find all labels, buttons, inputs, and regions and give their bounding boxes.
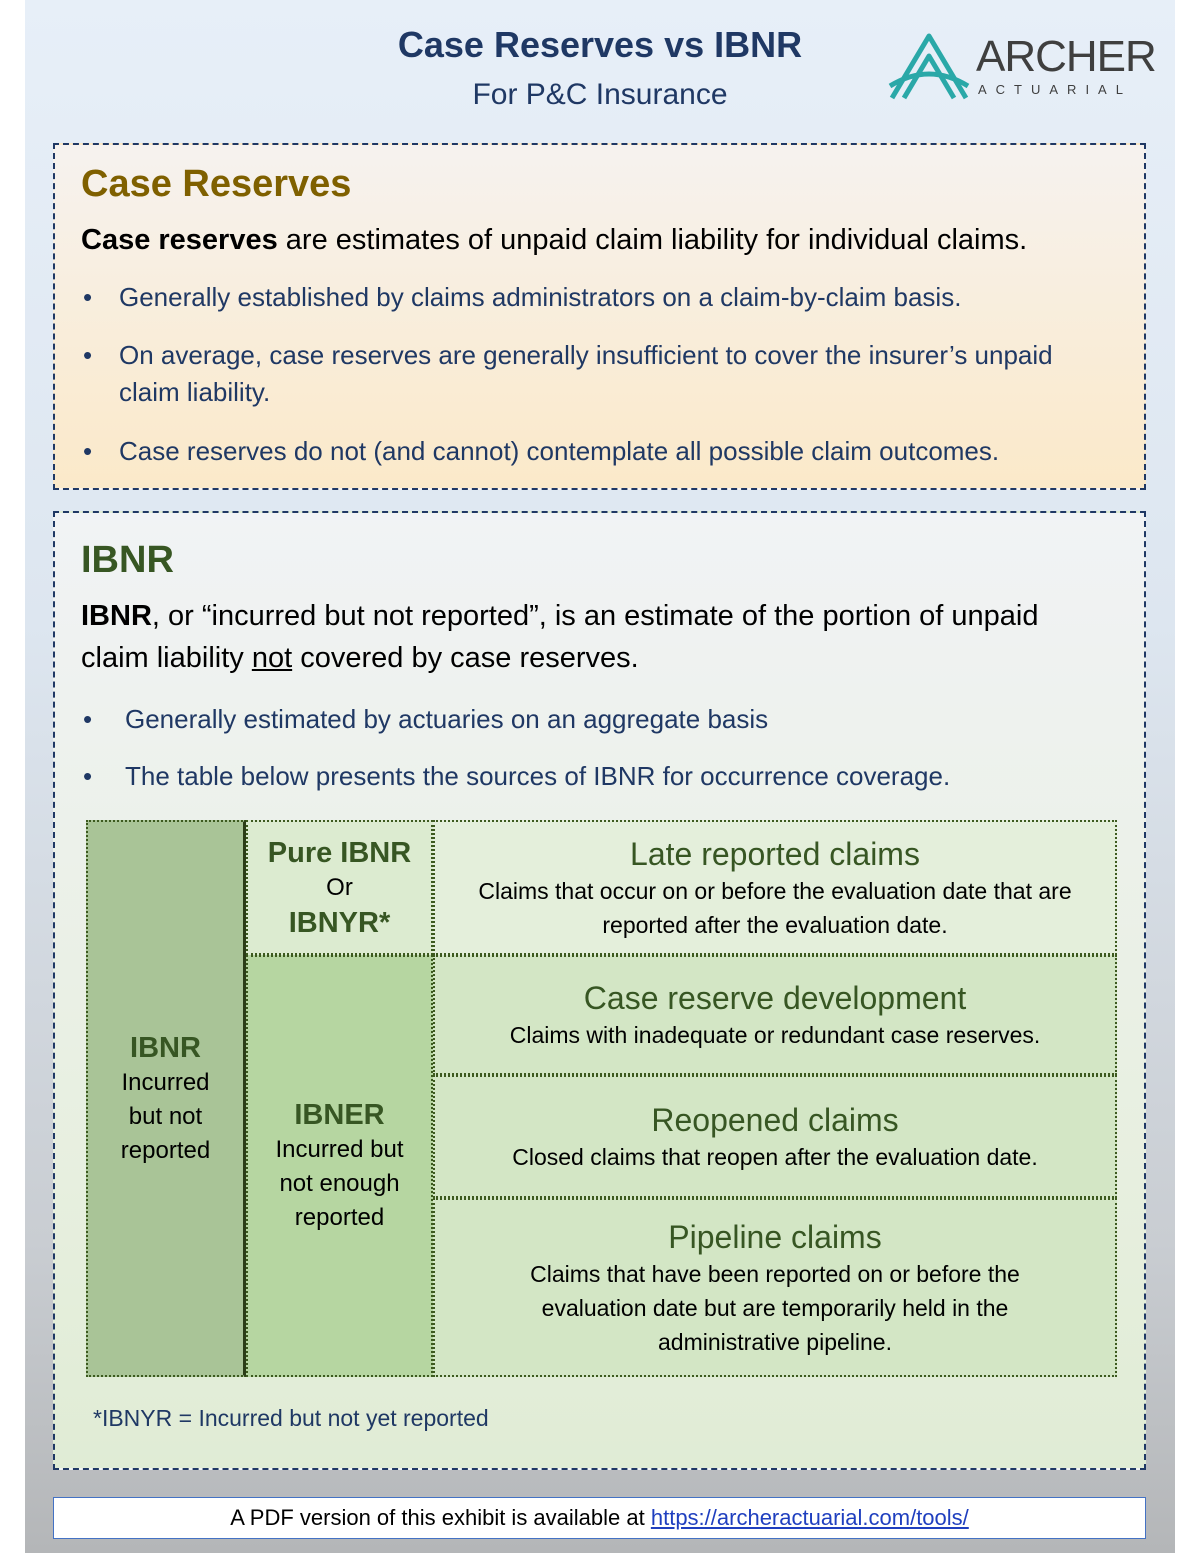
list-item	[83, 337, 1109, 411]
list-item-text: Generally established by claims administrators on a claim-by-claim basis.	[119, 282, 962, 312]
list-item	[83, 433, 1119, 470]
case-reserves-heading: Case Reserves	[81, 163, 352, 205]
archer-logo	[886, 30, 1156, 102]
row-description: Closed claims that reopen after the evaluation date.	[512, 1143, 1038, 1170]
bullet-icon: •	[83, 761, 93, 791]
ibnr-heading: IBNR	[81, 539, 174, 581]
case-reserves-term: Case reserves	[81, 224, 278, 256]
row-description: Claims with inadequate or redundant case reserves.	[509, 1022, 1041, 1048]
bullet-icon: •	[83, 282, 93, 312]
table-cell-ibner	[246, 955, 433, 1377]
ibnr-section	[53, 511, 1146, 1470]
cell-title: IBNER	[294, 1099, 385, 1131]
row-title: Case reserve development	[583, 980, 967, 1016]
logo-wordmark: ARCHER	[976, 32, 1156, 81]
row-title: Late reported claims	[630, 835, 920, 872]
table-cell-pure-ibnr	[246, 820, 433, 955]
cell-text: Incurred but	[275, 1136, 404, 1163]
case-reserves-definition	[81, 219, 1027, 261]
table-row-case-reserve-development	[433, 955, 1117, 1075]
table-row-pipeline	[433, 1198, 1117, 1377]
ibnr-term: IBNR	[81, 600, 152, 632]
tools-link[interactable]: https://archeractuarial.com/tools/	[650, 1505, 969, 1530]
table-row-reopened	[433, 1075, 1117, 1198]
row-description: Claims that have been reported on or before the evaluation date but are temporarily held in the administrative pipeline.	[530, 1260, 1020, 1355]
cell-title: IBNR	[130, 1031, 201, 1064]
ibnr-sources-table	[86, 820, 1117, 1377]
table-row-late-reported	[433, 820, 1117, 955]
ibnr-definition-emphasis: not	[251, 642, 293, 674]
cell-text: reported	[120, 1136, 211, 1164]
ibnr-definition	[81, 595, 1091, 679]
logo-subtext: ACTUARIAL	[978, 82, 1132, 97]
cell-title-alt: IBNYR*	[288, 906, 391, 939]
row-title: Pipeline claims	[668, 1218, 882, 1255]
page-title: Case Reserves vs IBNR	[397, 24, 803, 65]
list-item-text: Generally estimated by actuaries on an aggregate basis	[125, 704, 769, 734]
case-reserves-section	[53, 143, 1146, 490]
table-cell-ibnr	[86, 820, 246, 1377]
bullet-icon: •	[83, 704, 93, 734]
cell-text: but not	[128, 1102, 203, 1130]
list-item	[83, 701, 1105, 738]
cell-title: Pure IBNR	[267, 836, 412, 869]
list-item	[83, 279, 1109, 316]
row-title: Reopened claims	[651, 1101, 899, 1138]
page-subtitle: For P&C Insurance	[472, 78, 728, 111]
archer-a-logo-icon	[886, 32, 972, 102]
row-description: Claims that occur on or before the evaluation date that are reported after the evaluation date.	[478, 877, 1072, 938]
footnote: *IBNYR = Incurred but not yet reported	[93, 1405, 489, 1431]
list-item-text: Case reserves do not (and cannot) contemplate all possible claim outcomes.	[119, 436, 1000, 466]
bullet-icon: •	[83, 436, 93, 466]
list-item-text: On average, case reserves are generally insufficient to cover the insurer’s unpaid claim liability.	[119, 340, 1053, 407]
cell-text: reported	[294, 1204, 385, 1231]
list-item	[83, 758, 1105, 795]
ibnr-definition-text-end: covered by case reserves.	[292, 642, 639, 674]
ibnr-definition-text: , or “incurred but not reported”, is an estimate of the portion of unpaid claim liability	[81, 600, 1039, 674]
cell-text: Or	[326, 873, 353, 901]
bullet-icon: •	[83, 340, 93, 370]
list-item-text: The table below presents the sources of IBNR for occurrence coverage.	[125, 761, 951, 791]
case-reserves-definition-text: are estimates of unpaid claim liability for individual claims.	[277, 224, 1028, 256]
cell-text: not enough	[279, 1170, 400, 1197]
pdf-availability-footer	[53, 1497, 1146, 1539]
footer-text: A PDF version of this exhibit is available at	[230, 1505, 651, 1530]
cell-text: Incurred	[121, 1068, 210, 1096]
